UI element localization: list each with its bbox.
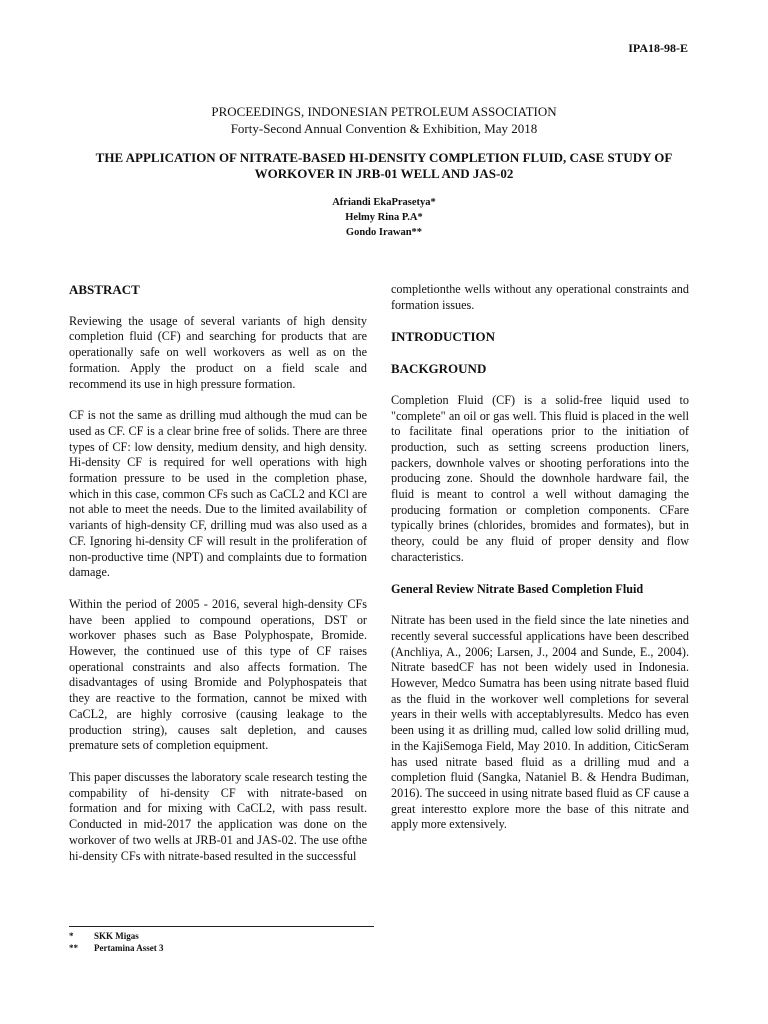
footnotes bbox=[69, 930, 164, 954]
review-heading: General Review Nitrate Based Completion Fluid bbox=[391, 581, 644, 596]
footnote-text: Pertamina Asset 3 bbox=[94, 943, 164, 953]
author-list bbox=[0, 195, 768, 240]
paper-code: IPA18-98-E bbox=[628, 41, 688, 55]
background-heading: BACKGROUND bbox=[391, 361, 487, 377]
background-paragraph: Completion Fluid (CF) is a solid-free liquid used to "complete" an oil or gas well. This fluid is placed in the well to facilitate final operations prior to the initiation of production, such as setting screens production liners, packers, downhole valves or shooting perforations into the producing zone. Should the downhole hardware fail, the fluid is meant to control a well without damaging the producing formation or completion components. CFare typically brines (chlorides, bromides and formates), but in theory, could be any fluid of proper density and flow characteristics. bbox=[391, 392, 689, 564]
footnote-divider bbox=[69, 926, 374, 927]
proceedings-header: PROCEEDINGS, INDONESIAN PETROLEUM ASSOCIATION bbox=[211, 104, 557, 119]
abstract-paragraph: Reviewing the usage of several variants of high density completion fluid (CF) and searching for products that are operationally safe on well workovers as well as on the formation. Apply the product on a field scale and recommend its use in high pressure formation. bbox=[69, 313, 367, 391]
introduction-heading: INTRODUCTION bbox=[391, 329, 496, 345]
right-column bbox=[391, 282, 689, 849]
footnote-mark: ** bbox=[69, 943, 78, 953]
footnote bbox=[69, 942, 164, 954]
footnote-mark: * bbox=[69, 931, 74, 941]
left-column bbox=[69, 282, 367, 880]
abstract-paragraph: This paper discusses the laboratory scale research testing the compability of hi-density CF with nitrate-based on formation and for mixing with CaCL2, with pass result. Conducted in mid-2017 the application was done on the workover of two wells at JRB-01 and JAS-02. The use ofthe hi-density CFs with nitrate-based resulted in the successful bbox=[69, 769, 367, 863]
footnote-text: SKK Migas bbox=[94, 931, 139, 941]
footnote bbox=[69, 930, 164, 942]
author-name: Helmy Rina P.A* bbox=[345, 212, 423, 223]
abstract-continuation: completionthe wells without any operational constraints and formation issues. bbox=[391, 282, 689, 312]
author-name: Afriandi EkaPrasetya* bbox=[332, 197, 436, 208]
convention-subheader: Forty-Second Annual Convention & Exhibition, May 2018 bbox=[230, 121, 538, 136]
review-paragraph: Nitrate has been used in the field since the late nineties and recently several successful applications have been described (Anchliya, A., 2006; Larsen, J., 2004 and Sunde, E., 2004). Nitrate basedCF has not been widely used in Indonesia. However, Medco Sumatra has been using nitrate based fluid as the fluid in the workover well completions for several years in their wells with acceptablyresults. Medco has even been using it as drilling mud, called low solid drilling mud, in the KajiSemoga Field, May 2010. In addition, CiticSeram has used nitrate based fluid as a drilling mud and a completion fluid (Sangka, Nataniel B. & Hendra Budiman, 2016). The succeed in using nitrate based fluid as CF cause a great interestto explore more the base of this nitrate and apply more extensively. bbox=[391, 613, 689, 832]
abstract-heading: ABSTRACT bbox=[69, 282, 140, 297]
abstract-paragraph: Within the period of 2005 - 2016, several high-density CFs have been applied to compound operations, DST or workover phases such as Base Polyphospate, Bromide. However, the continued use of this type of CF raises operational constraints and also affects formation. The disadvantages of using Bromide and Polyphospateis that they are reactive to the formation, cannot be mixed with CaCL2, are highly corrosive (causing leakage to the production string), causes salt depletion, and causes premature sets of completion equipment. bbox=[69, 596, 367, 753]
abstract-paragraph: CF is not the same as drilling mud although the mud can be used as CF. CF is a clear brine free of solids. There are three types of CF: low density, medium density, and high density. Hi-density CF is required for well operations with high formation pressure to be used in the completion phase, which in this case, common CFs such as CaCL2 and KCl are not able to meet the needs. Due to the limited availability of variants of high-density CF, drilling mud was also used as a CF. Ignoring hi-density CF will result in the proliferation of non-productive time (NPT) and complaints due to formation damage. bbox=[69, 408, 367, 580]
paper-title: THE APPLICATION OF NITRATE-BASED HI-DENSITY COMPLETION FLUID, CASE STUDY OF WORKOVER IN JRB-01 WELL AND JAS-02 bbox=[95, 150, 673, 181]
author-name: Gondo Irawan** bbox=[345, 227, 423, 238]
